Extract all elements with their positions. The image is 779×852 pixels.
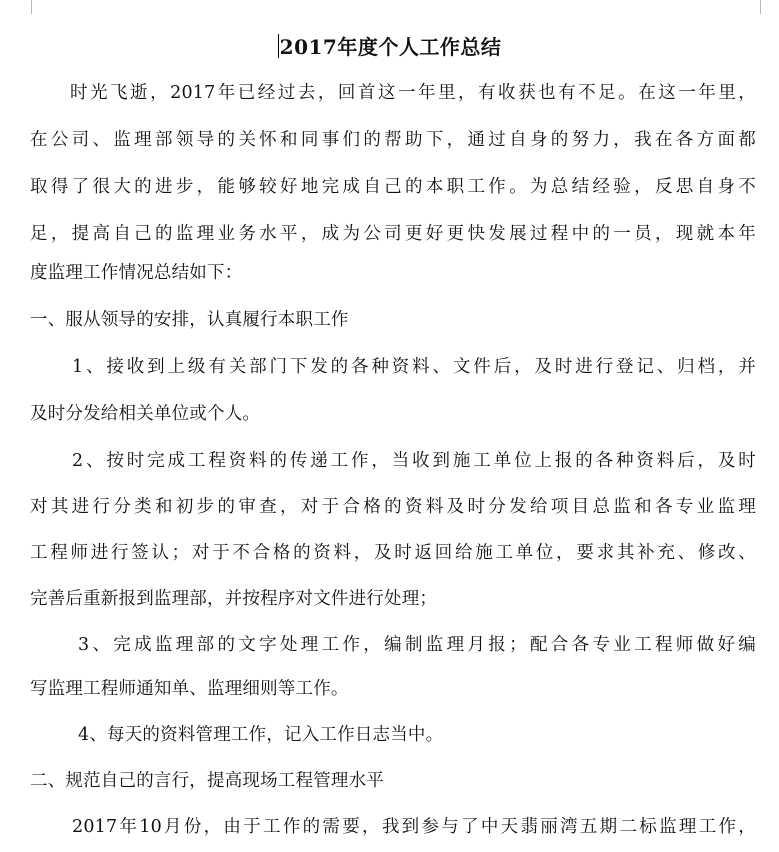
paragraph-line[interactable]: 及时分发给相关单位或个人。 [30,404,261,424]
section-heading-2[interactable]: 二、规范自己的言行，提高现场工程管理水平 [30,771,384,791]
paragraph-line[interactable]: 足，提高自己的监理业务水平，成为公司更好更快发展过程中的一员，现就本年 [30,224,756,244]
paragraph-line[interactable]: 在公司、监理部领导的关怀和同事们的帮助下，通过自身的努力，我在各方面都 [30,130,756,150]
paragraph-line[interactable]: 2、按时完成工程资料的传递工作，当收到施工单位上报的各种资料后，及时 [72,451,756,471]
paragraph-line[interactable]: 时光飞逝，2017年已经过去，回首这一年里，有收获也有不足。在这一年里， [70,83,756,103]
paragraph-line[interactable]: 3、完成监理部的文字处理工作，编制监理月报；配合各专业工程师做好编 [78,635,756,655]
crop-mark-right [760,0,761,14]
paragraph-line[interactable]: 2017年10月份，由于工作的需要，我到参与了中天翡丽湾五期二标监理工作， [72,817,756,837]
document-title[interactable] [0,33,779,61]
paragraph-line[interactable]: 度监理工作情况总结如下： [30,263,243,283]
paragraph-line[interactable]: 1、接收到上级有关部门下发的各种资料、文件后，及时进行登记、归档，并 [72,357,756,377]
text-cursor [278,34,279,58]
paragraph-line[interactable]: 对其进行分类和初步的审查，对于合格的资料及时分发给项目总监和各专业监理 [30,497,756,517]
paragraph-line[interactable]: 写监理工程师通知单、监理细则等工作。 [30,679,349,699]
document-title-text[interactable]: 2017年度个人工作总结 [279,35,502,59]
paragraph-line[interactable]: 完善后重新报到监理部，并按程序对文件进行处理； [30,589,438,609]
paragraph-line[interactable]: 取得了很大的进步，能够较好地完成自己的本职工作。为总结经验，反思自身不 [30,177,756,197]
crop-mark-left [31,0,32,14]
section-heading-1[interactable]: 一、服从领导的安排，认真履行本职工作 [30,310,349,330]
paragraph-line[interactable]: 工程师进行签认；对于不合格的资料，及时返回给施工单位，要求其补充、修改、 [30,543,756,563]
paragraph-line[interactable]: 4、每天的资料管理工作，记入工作日志当中。 [78,725,444,745]
